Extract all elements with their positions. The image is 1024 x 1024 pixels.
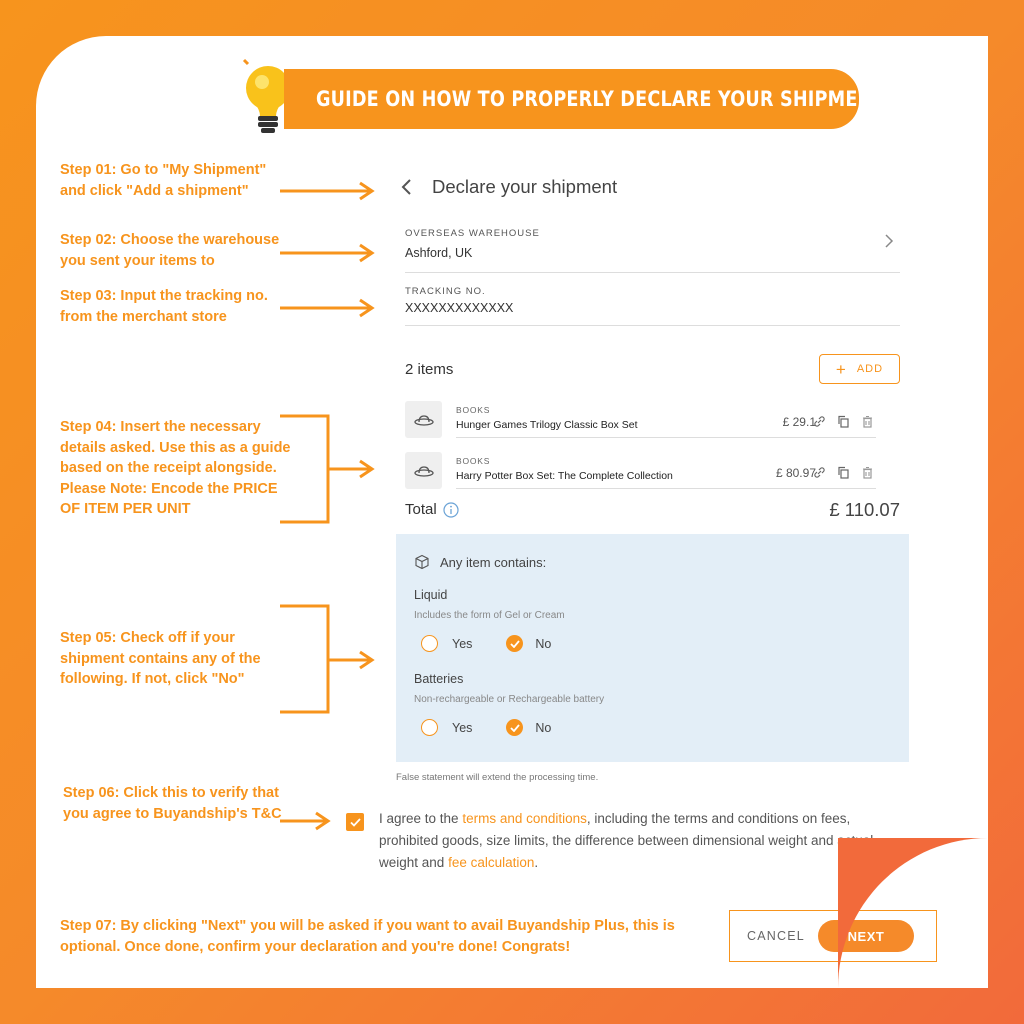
liquid-no-label[interactable]: No bbox=[535, 636, 552, 651]
declare-header bbox=[396, 176, 617, 198]
trash-icon[interactable] bbox=[861, 466, 874, 479]
batteries-no-radio[interactable] bbox=[506, 719, 523, 736]
bracket-arrow-step-05 bbox=[280, 604, 380, 714]
fee-calculation-link[interactable]: fee calculation bbox=[448, 855, 535, 870]
action-bar bbox=[729, 910, 937, 962]
item-text bbox=[456, 405, 876, 438]
item-category: BOOKS bbox=[456, 405, 491, 415]
step-05: Step 05: Check off if your shipment contains any of the following. If not, click "No" bbox=[60, 630, 261, 687]
copy-icon[interactable] bbox=[837, 466, 850, 479]
liquid-subtitle: Includes the form of Gel or Cream bbox=[414, 610, 565, 621]
guide-card bbox=[36, 36, 988, 988]
contains-heading-text: Any item contains: bbox=[440, 554, 547, 570]
liquid-options bbox=[421, 635, 585, 652]
tracking-input[interactable]: XXXXXXXXXXXXX bbox=[405, 301, 514, 315]
items-count: 2 items bbox=[405, 361, 454, 378]
step-01: Step 01: Go to "My Shipment" and click "Add a shipment" bbox=[60, 162, 267, 199]
declare-title: Declare your shipment bbox=[432, 176, 618, 197]
link-icon[interactable] bbox=[813, 466, 826, 479]
check-icon bbox=[510, 724, 520, 732]
chevron-right-icon bbox=[882, 234, 896, 248]
copy-icon[interactable] bbox=[837, 415, 850, 428]
total-label-group bbox=[405, 501, 459, 518]
arrow-step-06 bbox=[280, 810, 336, 832]
agree-text-part1: I agree to the bbox=[379, 811, 463, 826]
liquid-title: Liquid bbox=[414, 588, 448, 602]
tracking-label: TRACKING NO. bbox=[405, 286, 486, 297]
item-category: BOOKS bbox=[456, 456, 491, 466]
cancel-button[interactable]: CANCEL bbox=[747, 929, 805, 943]
false-statement-note: False statement will extend the processing time. bbox=[396, 772, 599, 783]
list-item[interactable] bbox=[405, 401, 900, 437]
batteries-yes-radio[interactable] bbox=[421, 719, 438, 736]
add-item-label: ADD bbox=[856, 363, 884, 375]
banner-title: GUIDE ON HOW TO PROPERLY DECLARE YOUR SHIPMENTS bbox=[316, 87, 898, 111]
warehouse-field[interactable] bbox=[405, 228, 900, 273]
liquid-no-radio[interactable] bbox=[506, 635, 523, 652]
total-value: £ 110.07 bbox=[829, 499, 900, 520]
agree-checkbox[interactable] bbox=[346, 813, 364, 831]
box-icon bbox=[414, 554, 430, 570]
step-04: Step 04: Insert the necessary details asked. Use this as a guide based on the receipt alongside. Please Note: Encode the PRICE OF ITEM PER UNIT bbox=[60, 419, 291, 517]
item-name: Harry Potter Box Set: The Complete Collection bbox=[456, 470, 673, 482]
item-price: £ 80.97 bbox=[775, 466, 816, 480]
tracking-field[interactable] bbox=[405, 286, 900, 326]
contains-panel bbox=[396, 534, 909, 762]
total-label: Total bbox=[405, 501, 437, 518]
info-icon[interactable] bbox=[443, 502, 459, 518]
step-03: Step 03: Input the tracking no. from the merchant store bbox=[60, 288, 268, 325]
check-icon bbox=[350, 818, 361, 827]
arrow-step-01 bbox=[280, 180, 380, 202]
list-item[interactable] bbox=[405, 452, 900, 488]
guide-banner bbox=[284, 69, 898, 129]
check-icon bbox=[510, 640, 520, 648]
arrow-step-02 bbox=[280, 242, 380, 264]
add-item-button[interactable] bbox=[819, 354, 900, 384]
batteries-no-label[interactable]: No bbox=[535, 720, 552, 735]
batteries-yes-label[interactable]: Yes bbox=[452, 720, 473, 735]
back-chevron-icon[interactable] bbox=[396, 176, 418, 198]
warehouse-value: Ashford, UK bbox=[405, 246, 473, 260]
liquid-yes-label[interactable]: Yes bbox=[452, 636, 473, 651]
liquid-yes-radio[interactable] bbox=[421, 635, 438, 652]
arrow-step-03 bbox=[280, 297, 380, 319]
plus-icon: + bbox=[835, 359, 847, 379]
step-06: Step 06: Click this to verify that you agree to Buyandship's T&C bbox=[63, 785, 282, 822]
item-thumbnail bbox=[405, 452, 442, 489]
agree-text bbox=[379, 808, 909, 874]
agree-text-part2: , including the terms and conditions on fees, prohibited goods, size limits, the difference between dimensional weight and actual weight and bbox=[379, 811, 874, 870]
hat-icon bbox=[414, 465, 434, 477]
batteries-title: Batteries bbox=[414, 672, 464, 686]
link-icon[interactable] bbox=[813, 415, 826, 428]
hat-icon bbox=[414, 414, 434, 426]
item-name: Hunger Games Trilogy Classic Box Set bbox=[456, 419, 638, 431]
step-07: Step 07: By clicking "Next" you will be asked if you want to avail Buyandship Plus, this is optional. Once done, confirm your declaration and you're done! Congrats! bbox=[60, 918, 675, 955]
next-button[interactable]: NEXT bbox=[818, 920, 914, 952]
trash-icon[interactable] bbox=[861, 415, 874, 428]
item-thumbnail bbox=[405, 401, 442, 438]
terms-link[interactable]: terms and conditions bbox=[462, 811, 587, 826]
contains-heading bbox=[414, 554, 546, 570]
card-corner bbox=[838, 838, 988, 988]
agree-text-part3: . bbox=[534, 855, 539, 870]
batteries-options bbox=[421, 719, 585, 736]
bracket-arrow-step-04 bbox=[280, 414, 380, 524]
item-price: £ 29.1 bbox=[782, 415, 816, 429]
batteries-subtitle: Non-rechargeable or Rechargeable battery bbox=[414, 694, 605, 705]
step-02: Step 02: Choose the warehouse you sent your items to bbox=[60, 232, 280, 269]
item-text bbox=[456, 456, 876, 489]
warehouse-label: OVERSEAS WAREHOUSE bbox=[405, 228, 540, 239]
